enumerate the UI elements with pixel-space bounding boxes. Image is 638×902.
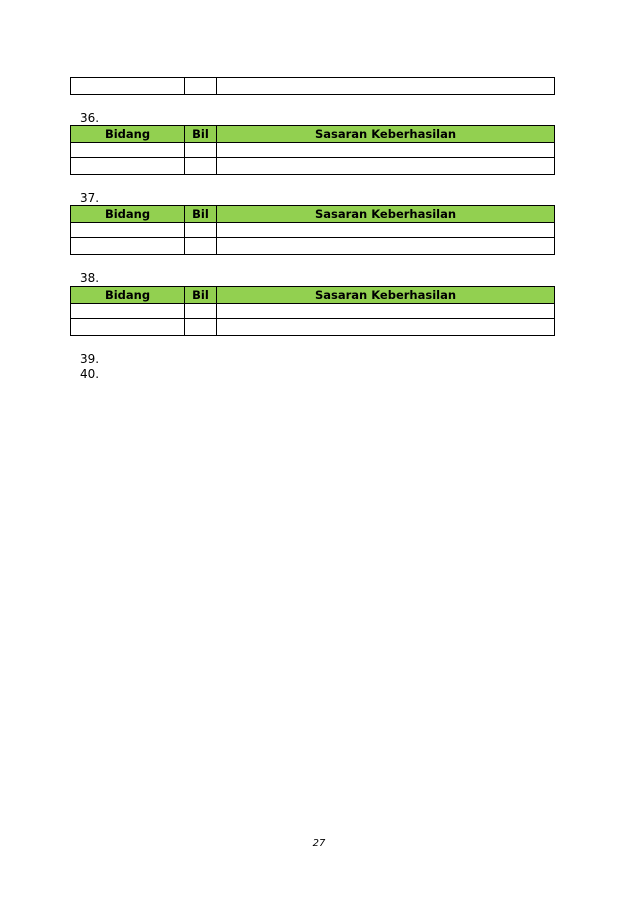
header-sasaran: Sasaran Keberhasilan	[217, 126, 555, 143]
header-bidang: Bidang	[71, 206, 185, 223]
section-number: 36.	[80, 111, 100, 125]
header-bidang: Bidang	[71, 287, 185, 304]
table-cell	[71, 319, 185, 336]
item-number: 40.	[80, 367, 100, 381]
table-cell	[185, 223, 217, 238]
table-cell	[185, 238, 217, 255]
table-cell	[71, 158, 185, 175]
table-row	[71, 78, 555, 95]
table-cell	[71, 304, 185, 319]
table-cell	[71, 238, 185, 255]
header-sasaran: Sasaran Keberhasilan	[217, 287, 555, 304]
table-cell	[185, 319, 217, 336]
table-row	[71, 158, 555, 175]
header-sasaran: Sasaran Keberhasilan	[217, 206, 555, 223]
table-row	[71, 223, 555, 238]
table-header-row	[71, 126, 555, 143]
section-number: 37.	[80, 191, 100, 205]
table-cell	[71, 223, 185, 238]
table-row	[71, 238, 555, 255]
table-cell	[185, 143, 217, 158]
table-header-row	[71, 287, 555, 304]
table-cell	[217, 78, 555, 95]
item-number: 39.	[80, 352, 100, 366]
table-cell	[217, 319, 555, 336]
table-cell	[71, 78, 185, 95]
sasaran-table	[70, 286, 555, 336]
table-row	[71, 143, 555, 158]
table-cell	[217, 304, 555, 319]
sasaran-table	[70, 205, 555, 255]
table-cell	[185, 78, 217, 95]
header-bil: Bil	[185, 126, 217, 143]
table-row	[71, 319, 555, 336]
sasaran-table	[70, 125, 555, 175]
table-header-row	[71, 206, 555, 223]
table-row	[71, 304, 555, 319]
table-cell	[71, 143, 185, 158]
header-bidang: Bidang	[71, 126, 185, 143]
table-cell	[217, 143, 555, 158]
section-number: 38.	[80, 271, 100, 285]
header-bil: Bil	[185, 287, 217, 304]
table-cell	[217, 238, 555, 255]
table-cell	[217, 223, 555, 238]
header-bil: Bil	[185, 206, 217, 223]
table-cell	[217, 158, 555, 175]
prev-table	[70, 77, 555, 95]
page-number: 27	[312, 838, 326, 849]
table-cell	[185, 158, 217, 175]
table-cell	[185, 304, 217, 319]
